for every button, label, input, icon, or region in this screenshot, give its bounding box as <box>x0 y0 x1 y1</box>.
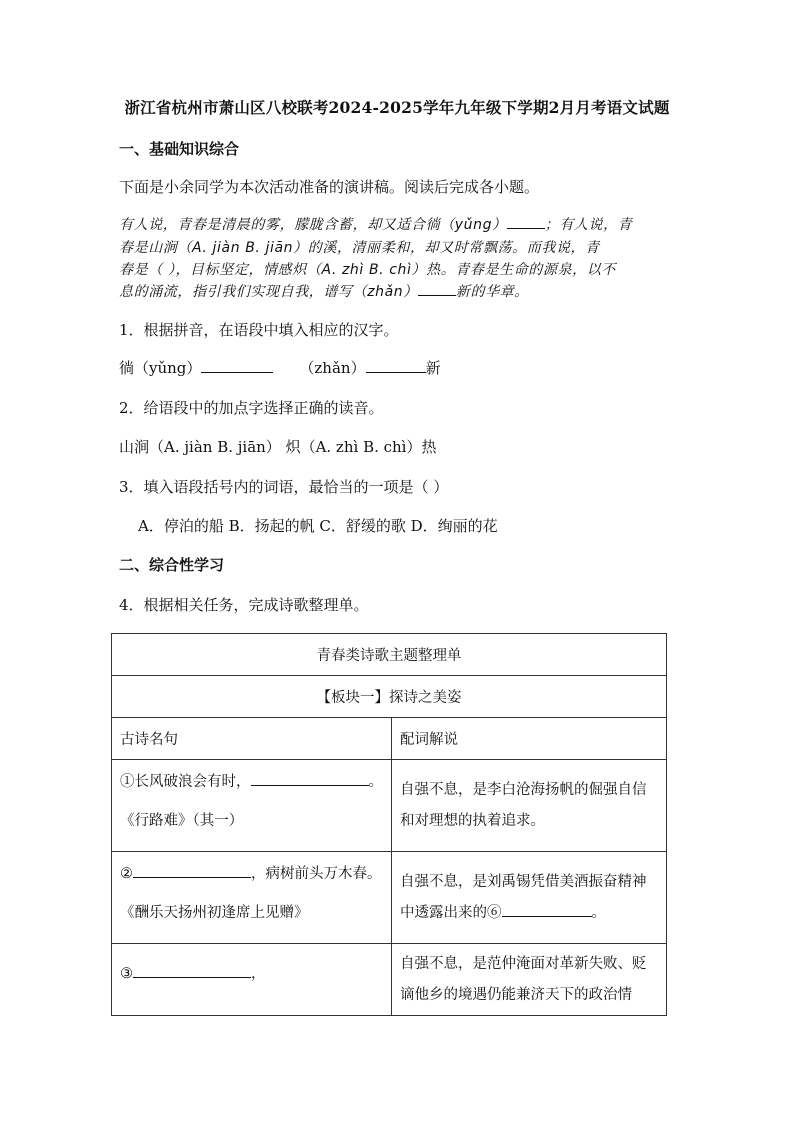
answer-blank[interactable] <box>507 216 545 229</box>
explanation-line: 自强不息，是李白沧海扬帆的倔强自信 <box>400 782 647 798</box>
question-2: 2．给语段中的加点字选择正确的读音。 <box>119 399 384 417</box>
poem-line-end: ， <box>251 966 266 982</box>
explanation-cell <box>392 760 667 852</box>
answer-blank[interactable] <box>133 965 251 978</box>
poem-cell <box>112 944 392 1016</box>
page-title: 浙江省杭州市萧山区八校联考2024-2025学年九年级下学期2月月考语文试题 <box>124 98 670 117</box>
table-block-title: 【板块一】探诗之美姿 <box>112 676 667 718</box>
explanation-line: 自强不息，是刘禹锡凭借美酒振奋精神 <box>400 874 647 890</box>
answer-blank[interactable] <box>201 360 273 373</box>
passage-line-1 <box>119 214 675 234</box>
table-row <box>112 852 667 944</box>
passage-text: 新的华章。 <box>455 284 529 300</box>
passage-text: ；有人说，青 <box>544 217 633 233</box>
poem-line-end: 。 <box>368 774 383 790</box>
poem-cell <box>112 760 392 852</box>
explanation-line: 自强不息，是范仲淹面对革新失败、贬 <box>400 956 647 972</box>
question-3: 3．填入语段括号内的词语，最恰当的一项是（ ） <box>119 478 449 496</box>
poem-line-end: ，病树前头万木春。 <box>251 866 382 882</box>
question-3-options: A．停泊的船 B．扬起的帆 C．舒缓的歌 D．绚丽的花 <box>138 517 498 535</box>
answer-blank[interactable] <box>251 773 369 786</box>
poem-source: 《酬乐天扬州初逢席上见赠》 <box>120 905 309 921</box>
column-header-explanation: 配词解说 <box>392 718 667 760</box>
answer-blank[interactable] <box>366 360 426 373</box>
table-title: 青春类诗歌主题整理单 <box>112 634 667 676</box>
answer-blank[interactable] <box>502 904 592 917</box>
question-2-answer-line: 山涧（A. jiàn B. jiān） 炽（A. zhì B. chì）热 <box>119 438 437 456</box>
passage-line-3: 春是（ ），目标坚定，情感炽（A. zhì B. chì）热。青春是生命的源泉，以不 <box>119 262 616 278</box>
question-1: 1．根据拼音，在语段中填入相应的汉字。 <box>119 321 399 339</box>
answer-blank[interactable] <box>418 283 456 296</box>
intro-text: 下面是小余同学为本次活动准备的演讲稿。阅读后完成各小题。 <box>119 178 540 196</box>
poem-line: ①长风破浪会有时， <box>120 774 251 790</box>
section-heading-integrated: 二、综合性学习 <box>119 556 225 574</box>
explanation-cell <box>392 944 667 1016</box>
explanation-line: 和对理想的执着追求。 <box>400 813 545 829</box>
table-row <box>112 760 667 852</box>
passage-line-4 <box>119 281 675 301</box>
question-4: 4．根据相关任务，完成诗歌整理单。 <box>119 596 369 614</box>
poem-line: ③ <box>120 966 133 982</box>
section-heading-basics: 一、基础知识综合 <box>119 140 240 158</box>
pinyin-label: （zhǎn） <box>299 359 366 377</box>
poem-source: 《行路难》（其一） <box>120 813 244 829</box>
question-1-answer-line <box>119 357 441 378</box>
explanation-line: 谪他乡的境遇仍能兼济天下的政治情 <box>400 987 632 1003</box>
answer-blank[interactable] <box>133 865 251 878</box>
explanation-line-end: 。 <box>591 905 606 921</box>
column-header-poem: 古诗名句 <box>112 718 392 760</box>
poem-cell <box>112 852 392 944</box>
explanation-line: 中透露出来的⑥ <box>400 905 502 921</box>
poem-sheet-table <box>111 633 667 1016</box>
explanation-cell <box>392 852 667 944</box>
poem-line: ② <box>120 866 133 882</box>
table-row <box>112 944 667 1016</box>
passage-text: 有人说，青春是清晨的雾，朦胧含蓄，却又适合徜（yǔng） <box>119 217 507 233</box>
passage-text: 息的涌流，指引我们实现自我，谱写（zhǎn） <box>119 284 418 300</box>
passage-line-2: 春是山涧（A. jiàn B. jiān）的溪，清丽柔和，却又时常飘荡。而我说，青 <box>119 240 600 256</box>
pinyin-label: 徜（yǔng） <box>119 359 202 377</box>
answer-suffix: 新 <box>425 359 441 377</box>
